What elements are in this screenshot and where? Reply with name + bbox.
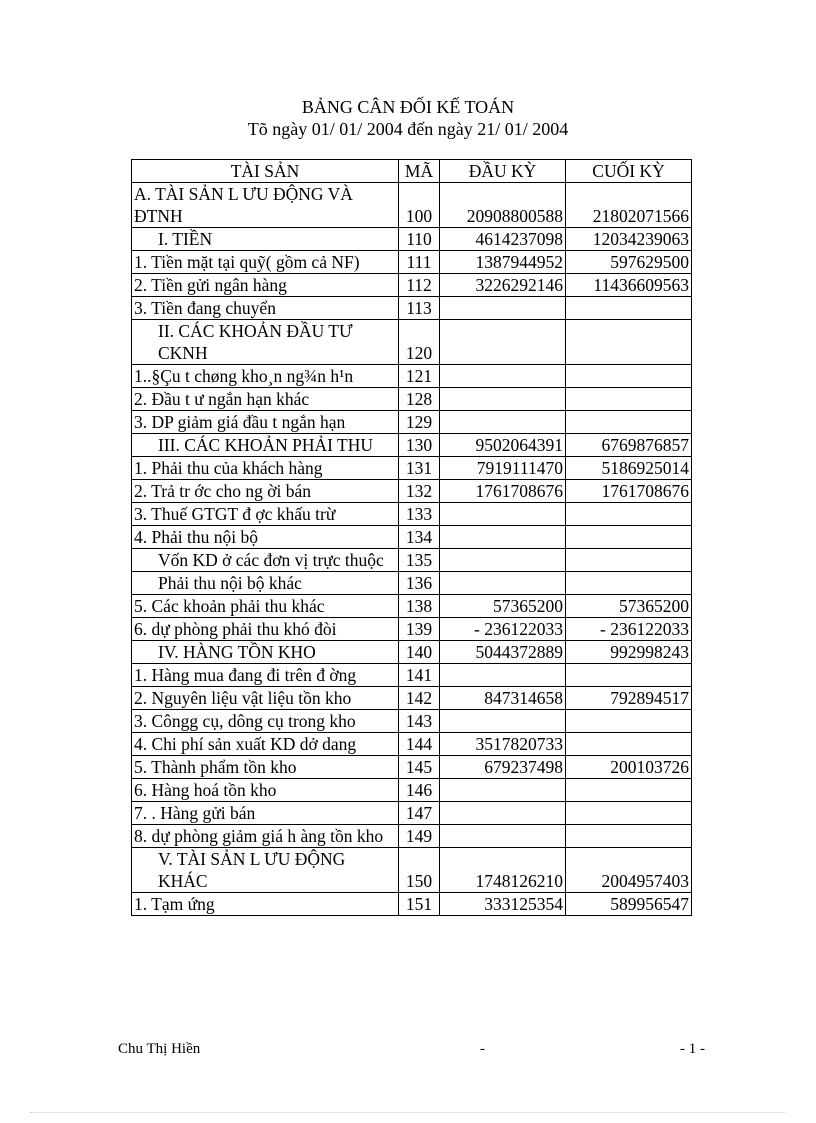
table-row [132, 388, 692, 411]
row-end-value: 5186925014 [566, 457, 692, 480]
row-item-name [132, 274, 399, 297]
row-begin-value [440, 526, 566, 549]
row-end-value [566, 779, 692, 802]
row-item-label: 7. . Hàng gửi bán [134, 803, 256, 823]
row-item-name [132, 641, 399, 664]
row-item-label: 8. dự phòng giảm giá h àng tồn kho [134, 826, 384, 846]
row-item-label: A. TÀI SẢN L ƯU ĐỘNG VÀ ĐTNH [134, 184, 353, 226]
row-item-label: V. TÀI SẢN L ƯU ĐỘNG KHÁC [158, 849, 346, 891]
row-end-value: 589956547 [566, 893, 692, 916]
row-item-label: 2. Tiền gửi ngân hàng [134, 275, 287, 295]
row-item-code: 129 [399, 411, 440, 434]
table-row [132, 756, 692, 779]
table-row [132, 434, 692, 457]
row-item-label: 1. Tạm ứng [134, 894, 215, 914]
row-item-label: 3. Côngg cụ, dông cụ trong kho [134, 711, 356, 731]
row-end-value [566, 411, 692, 434]
table-row [132, 297, 692, 320]
row-end-value [566, 549, 692, 572]
row-item-code: 149 [399, 825, 440, 848]
table-row [132, 802, 692, 825]
row-begin-value [440, 411, 566, 434]
row-item-code: 150 [399, 848, 440, 893]
table-row [132, 251, 692, 274]
row-begin-value [440, 825, 566, 848]
row-item-label: 2. Nguyên liệu vật liệu tồn kho [134, 688, 352, 708]
table-row [132, 595, 692, 618]
table-row [132, 183, 692, 228]
table-row [132, 365, 692, 388]
row-item-name [132, 320, 399, 365]
row-item-label: 1. Tiền mặt tại quỹ( gồm cả NF) [134, 252, 360, 272]
row-item-name [132, 411, 399, 434]
row-end-value [566, 320, 692, 365]
row-begin-value: 57365200 [440, 595, 566, 618]
row-begin-value [440, 320, 566, 365]
row-end-value [566, 388, 692, 411]
row-item-label: I. TIỀN [158, 229, 213, 249]
table-row [132, 893, 692, 916]
row-begin-value [440, 710, 566, 733]
balance-sheet-table [131, 159, 692, 916]
row-begin-value [440, 388, 566, 411]
row-item-label: IV. HÀNG TỒN KHO [158, 642, 316, 662]
row-end-value [566, 710, 692, 733]
row-item-label: 5. Thành phẩm tồn kho [134, 757, 297, 777]
row-begin-value: 7919111470 [440, 457, 566, 480]
row-item-name [132, 802, 399, 825]
document-title: BẢNG CÂN ĐỐI KẾ TOÁN [301, 97, 515, 117]
document-subtitle: Tõ ngày 01/ 01/ 2004 đến ngày 21/ 01/ 2004 [247, 119, 569, 139]
row-item-name [132, 549, 399, 572]
row-item-code: 131 [399, 457, 440, 480]
row-item-code: 147 [399, 802, 440, 825]
row-item-name [132, 572, 399, 595]
footer-author: Chu Thị Hiền [118, 1041, 201, 1057]
row-item-label: II. CÁC KHOẢN ĐẦU TƯ CKNH [158, 321, 353, 363]
row-item-code: 138 [399, 595, 440, 618]
row-begin-value: 1387944952 [440, 251, 566, 274]
row-begin-value [440, 549, 566, 572]
row-begin-value [440, 297, 566, 320]
row-item-label: 3. Thuế GTGT đ ợc khấu trừ [134, 504, 336, 524]
table-row [132, 687, 692, 710]
row-item-label: 1. Hàng mua đang đi trên đ ờng [134, 665, 357, 685]
table-row [132, 779, 692, 802]
table-row [132, 825, 692, 848]
table-body [132, 183, 692, 916]
row-end-value: 597629500 [566, 251, 692, 274]
row-item-name [132, 457, 399, 480]
row-item-name [132, 595, 399, 618]
row-item-code: 134 [399, 526, 440, 549]
row-item-name [132, 848, 399, 893]
row-item-name [132, 687, 399, 710]
row-item-label: 6. Hàng hoá tồn kho [134, 780, 277, 800]
row-item-name [132, 710, 399, 733]
row-item-name [132, 434, 399, 457]
row-end-value: 12034239063 [566, 228, 692, 251]
row-begin-value: 1761708676 [440, 480, 566, 503]
table-row [132, 274, 692, 297]
row-item-label: 5. Các khoản phải thu khác [134, 596, 325, 616]
row-item-name [132, 388, 399, 411]
footer-separator: - [480, 1041, 485, 1057]
row-end-value [566, 572, 692, 595]
row-item-name [132, 893, 399, 916]
row-item-code: 120 [399, 320, 440, 365]
row-begin-value: 9502064391 [440, 434, 566, 457]
row-item-code: 111 [399, 251, 440, 274]
row-item-code: 113 [399, 297, 440, 320]
row-item-code: 121 [399, 365, 440, 388]
table-row [132, 228, 692, 251]
row-item-code: 128 [399, 388, 440, 411]
row-item-name [132, 297, 399, 320]
header-code: MÃ [399, 160, 440, 183]
row-item-name [132, 526, 399, 549]
row-item-code: 140 [399, 641, 440, 664]
row-item-code: 142 [399, 687, 440, 710]
row-item-code: 135 [399, 549, 440, 572]
row-begin-value [440, 365, 566, 388]
row-item-label: 4. Chi phí sản xuất KD dở dang [134, 734, 357, 754]
row-item-name [132, 480, 399, 503]
header-begin-period: ĐẦU KỲ [440, 160, 566, 183]
row-item-code: 141 [399, 664, 440, 687]
row-end-value: 200103726 [566, 756, 692, 779]
table-header-row [132, 160, 692, 183]
row-begin-value: 3517820733 [440, 733, 566, 756]
row-end-value [566, 503, 692, 526]
row-item-label: Phải thu nội bộ khác [158, 573, 302, 593]
table-row [132, 411, 692, 434]
row-end-value: 992998243 [566, 641, 692, 664]
table-row [132, 320, 692, 365]
table-row [132, 733, 692, 756]
row-item-label: 1..§Çu t chøng kho¸n ng¾n h¹n [134, 366, 354, 386]
row-end-value: 57365200 [566, 595, 692, 618]
table-row [132, 710, 692, 733]
row-begin-value [440, 503, 566, 526]
table-row [132, 848, 692, 893]
row-end-value: 21802071566 [566, 183, 692, 228]
row-end-value [566, 802, 692, 825]
row-begin-value: 1748126210 [440, 848, 566, 893]
row-end-value: - 236122033 [566, 618, 692, 641]
row-item-name [132, 664, 399, 687]
row-begin-value: 333125354 [440, 893, 566, 916]
footer-page-number: - 1 - [680, 1041, 705, 1057]
row-end-value [566, 297, 692, 320]
row-item-code: 130 [399, 434, 440, 457]
row-end-value [566, 365, 692, 388]
row-item-name [132, 756, 399, 779]
row-item-label: 2. Đầu t ư ngắn hạn khác [134, 389, 310, 409]
row-item-name [132, 618, 399, 641]
row-item-code: 143 [399, 710, 440, 733]
table-row [132, 526, 692, 549]
row-item-name [132, 228, 399, 251]
row-end-value: 11436609563 [566, 274, 692, 297]
row-end-value: 1761708676 [566, 480, 692, 503]
row-item-code: 144 [399, 733, 440, 756]
table-row [132, 503, 692, 526]
row-item-label: 2. Trả tr ớc cho ng ời bán [134, 481, 311, 501]
row-item-label: III. CÁC KHOẢN PHẢI THU [158, 435, 374, 455]
row-item-name [132, 251, 399, 274]
row-item-code: 110 [399, 228, 440, 251]
header-end-period: CUỐI KỲ [566, 160, 692, 183]
row-item-code: 112 [399, 274, 440, 297]
header-assets: TÀI SẢN [132, 160, 399, 183]
row-item-code: 145 [399, 756, 440, 779]
table-row [132, 618, 692, 641]
row-begin-value: 20908800588 [440, 183, 566, 228]
row-begin-value: 847314658 [440, 687, 566, 710]
row-item-name [132, 503, 399, 526]
row-end-value [566, 825, 692, 848]
row-item-name [132, 365, 399, 388]
table-row [132, 664, 692, 687]
table-row [132, 641, 692, 664]
row-item-code: 100 [399, 183, 440, 228]
table-row [132, 457, 692, 480]
row-begin-value [440, 779, 566, 802]
row-item-name [132, 779, 399, 802]
row-begin-value [440, 572, 566, 595]
row-item-code: 132 [399, 480, 440, 503]
table-row [132, 480, 692, 503]
row-item-label: 3. Tiền đang chuyển [134, 298, 276, 318]
row-begin-value: 679237498 [440, 756, 566, 779]
row-end-value: 6769876857 [566, 434, 692, 457]
row-begin-value [440, 664, 566, 687]
row-end-value: 2004957403 [566, 848, 692, 893]
page-bottom-divider [30, 1112, 786, 1113]
table-row [132, 549, 692, 572]
row-item-code: 133 [399, 503, 440, 526]
row-begin-value: 5044372889 [440, 641, 566, 664]
row-begin-value: - 236122033 [440, 618, 566, 641]
row-end-value [566, 733, 692, 756]
row-item-code: 151 [399, 893, 440, 916]
row-begin-value: 4614237098 [440, 228, 566, 251]
row-end-value [566, 664, 692, 687]
row-item-label: 6. dự phòng phải thu khó đòi [134, 619, 337, 639]
row-item-code: 136 [399, 572, 440, 595]
row-item-label: 4. Phải thu nội bộ [134, 527, 258, 547]
table-row [132, 572, 692, 595]
row-item-label: 3. DP giảm giá đầu t ngắn hạn [134, 412, 346, 432]
row-item-label: 1. Phải thu của khách hàng [134, 458, 323, 478]
row-end-value: 792894517 [566, 687, 692, 710]
row-item-code: 139 [399, 618, 440, 641]
row-end-value [566, 526, 692, 549]
row-item-name [132, 733, 399, 756]
row-begin-value [440, 802, 566, 825]
row-item-name [132, 825, 399, 848]
row-item-name [132, 183, 399, 228]
row-begin-value: 3226292146 [440, 274, 566, 297]
row-item-label: Vốn KD ở các đơn vị trực thuộc [158, 550, 384, 570]
row-item-code: 146 [399, 779, 440, 802]
